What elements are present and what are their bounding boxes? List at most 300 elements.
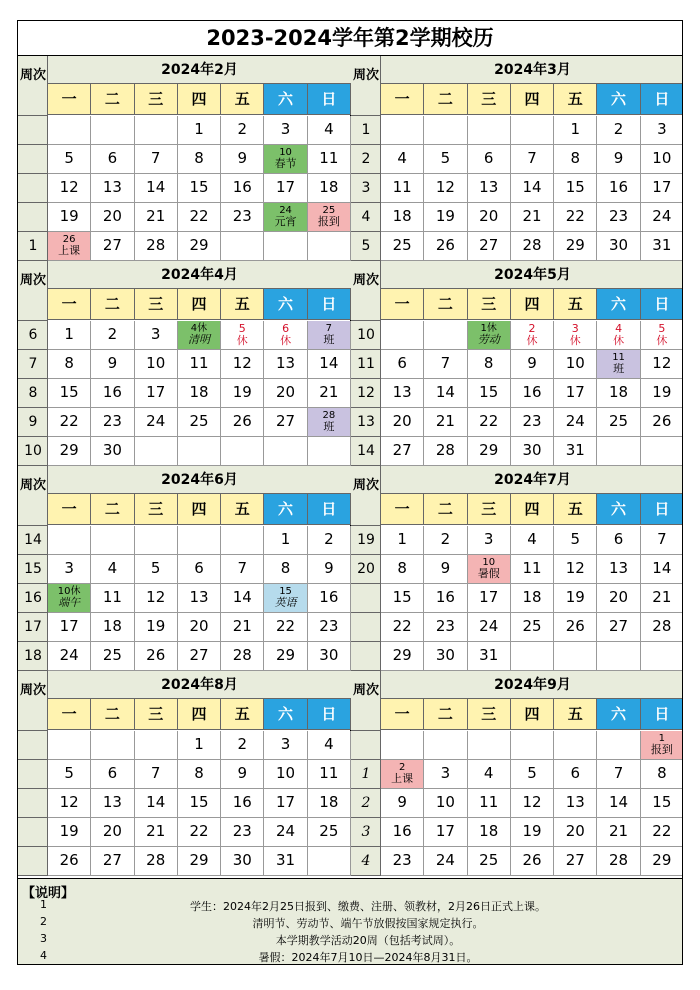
day-cell [308,642,351,671]
note-item [18,914,682,931]
week-number: 1 [18,232,48,261]
day-number: 9 [440,559,451,578]
day-number: 29 [652,851,672,870]
day-number: 18 [522,588,542,607]
day-cell [48,613,91,642]
day-cell [381,789,424,818]
day-cell [264,203,307,232]
day-cell [597,555,640,584]
day-cell [468,408,511,437]
weekday-header: 六 [264,289,307,320]
day-number: 12 [232,354,252,373]
weekday-header: 四 [511,699,554,730]
day-cell [511,818,554,847]
day-cell [178,526,221,555]
day-number: 27 [189,646,209,665]
day-cell [264,437,307,466]
day-number: 27 [609,617,629,636]
day-number: 28 [435,441,455,460]
day-number: 13 [479,178,499,197]
day-cell [135,379,178,408]
day-cell [91,642,134,671]
day-number: 21 [146,207,166,226]
day-cell [178,847,221,876]
weekday-header: 日 [308,84,351,115]
month-title: 2024年4月 [48,261,351,289]
day-number: 7 [657,530,667,549]
day-number: 19 [59,207,79,226]
day-number: 17 [652,178,672,197]
day-cell [468,232,511,261]
day-cell [264,408,307,437]
day-cell [308,847,351,876]
day-cell [264,731,307,760]
day-number: 26 [146,646,166,665]
day-number: 10 [279,146,292,158]
week-header: 周次 [18,261,48,321]
day-number: 3 [150,325,161,344]
day-cell [511,555,554,584]
day-number: 31 [276,851,296,870]
day-cell [468,145,511,174]
day-number: 3 [571,322,579,336]
day-cell [381,555,424,584]
weekday-header: 三 [135,494,178,525]
day-cell [48,731,91,760]
day-number: 16 [102,383,122,402]
weekday-header: 二 [424,699,467,730]
day-cell [468,116,511,145]
day-number: 21 [319,383,339,402]
day-cell [48,321,91,350]
day-cell [178,203,221,232]
day-number: 30 [102,441,122,460]
note-text: 暑假：2024年7月10日—2024年8月31日。 [258,951,478,964]
day-cell [264,350,307,379]
day-number: 22 [652,822,672,841]
day-number: 1 [64,325,74,344]
month-title: 2024年6月 [48,466,351,494]
day-cell [264,116,307,145]
day-cell [91,379,134,408]
day-label: 报到 [317,215,340,229]
day-number: 1 [194,120,204,139]
day-cell [221,437,264,466]
day-number: 11 [522,559,542,578]
week-header: 周次 [18,671,48,731]
day-cell [308,232,351,261]
page-title: 2023-2024学年第2学期校历 [18,21,682,56]
weekday-header: 四 [511,494,554,525]
day-label: 休 [280,334,292,347]
day-cell [597,408,640,437]
day-number: 15 [652,793,672,812]
day-number: 22 [189,822,209,841]
day-number: 11 [189,354,209,373]
day-cell [308,818,351,847]
month-block [351,261,683,466]
weekday-header: 二 [91,289,134,320]
day-number: 26 [62,233,76,245]
day-cell [48,408,91,437]
day-number: 25 [322,204,336,216]
day-number: 8 [64,354,74,373]
day-cell [91,731,134,760]
day-cell [91,760,134,789]
day-number: 9 [527,354,537,373]
weekday-header: 日 [308,699,351,730]
day-cell [221,847,264,876]
day-number: 6 [107,149,118,168]
day-cell [48,526,91,555]
day-cell [597,642,640,671]
day-cell [91,555,134,584]
weekday-header: 三 [468,289,511,320]
day-cell [641,526,683,555]
day-cell [135,642,178,671]
day-number: 20 [102,822,122,841]
day-cell [597,379,640,408]
day-cell [641,760,683,789]
day-number: 29 [276,646,296,665]
day-number: 2 [324,530,334,549]
day-cell [511,526,554,555]
day-cell [135,818,178,847]
day-number: 24 [435,851,455,870]
day-number: 29 [189,236,209,255]
day-cell [221,232,264,261]
day-label: 劳动 [477,333,500,347]
day-cell [178,642,221,671]
day-cell [641,613,683,642]
weekday-header: 日 [641,699,683,730]
day-number: 8 [280,559,291,578]
weekday-header: 日 [308,289,351,320]
day-number: 3 [657,120,667,139]
day-cell [221,760,264,789]
day-label: 英语 [274,596,297,610]
day-cell [554,642,597,671]
day-cell [221,321,264,350]
day-cell [554,408,597,437]
day-cell [381,232,424,261]
day-cell [511,584,554,613]
day-label: 班 [323,420,335,434]
day-number: 27 [392,441,412,460]
day-cell [511,613,554,642]
day-number: 23 [232,822,252,841]
day-cell [468,789,511,818]
day-cell [308,584,351,613]
day-cell [91,526,134,555]
day-cell [424,321,467,350]
day-number: 23 [435,617,455,636]
week-number [18,145,48,174]
weekday-header: 一 [48,84,91,115]
day-cell [135,789,178,818]
note-text: 学生：2024年2月25日报到、缴费、注册、领教材，2月26日正式上课。 [190,900,546,913]
day-number: 25 [522,617,542,636]
day-number: 6 [613,530,624,549]
day-cell [178,731,221,760]
day-cell [264,555,307,584]
day-cell [221,555,264,584]
week-header: 周次 [351,466,381,526]
week-number: 14 [18,526,48,555]
week-number [18,116,48,145]
weekday-header: 三 [468,84,511,115]
day-number: 5 [570,530,581,549]
month-block [18,466,351,671]
weekday-header: 四 [511,289,554,320]
day-number: 15 [479,383,499,402]
day-number: 12 [565,559,585,578]
day-number: 22 [59,412,79,431]
day-cell [511,145,554,174]
weekday-header: 三 [468,494,511,525]
week-number: 14 [351,437,381,466]
day-cell [308,174,351,203]
week-number: 12 [351,379,381,408]
week-number [18,789,48,818]
day-number: 30 [232,851,252,870]
day-number: 24 [479,617,499,636]
day-cell [597,232,640,261]
day-cell [308,555,351,584]
day-number: 9 [237,149,248,168]
day-number: 7 [237,559,248,578]
day-number: 23 [392,851,412,870]
day-cell [221,642,264,671]
day-label: 班 [323,333,335,347]
week-number: 2 [351,789,381,818]
day-label: 休 [656,334,668,347]
day-number: 12 [146,588,166,607]
day-cell [221,613,264,642]
weekday-header: 二 [91,699,134,730]
week-number: 5 [351,232,381,261]
day-number: 28 [146,236,166,255]
day-number: 23 [232,207,252,226]
week-number [18,203,48,232]
day-number: 2 [528,322,536,336]
week-number: 10 [351,321,381,350]
day-label: 休 [236,334,248,347]
weekday-header: 六 [597,494,640,525]
day-cell [178,437,221,466]
day-cell [308,731,351,760]
day-number: 3 [280,120,291,139]
day-cell [554,584,597,613]
day-cell [178,379,221,408]
day-cell [48,350,91,379]
day-cell [424,203,467,232]
day-number: 26 [232,412,252,431]
day-number: 13 [102,793,122,812]
day-cell [511,174,554,203]
day-cell [178,818,221,847]
week-number: 10 [18,437,48,466]
day-cell [597,145,640,174]
day-number: 1 [194,735,204,754]
day-number: 22 [392,617,412,636]
week-header: 周次 [351,261,381,321]
weekday-header: 三 [468,699,511,730]
day-cell [308,321,351,350]
day-number: 16 [609,178,629,197]
weekday-header: 一 [381,289,424,320]
day-cell [641,818,683,847]
day-number: 5 [440,149,451,168]
day-cell [597,818,640,847]
day-number: 13 [189,588,209,607]
day-number: 10 [652,149,672,168]
week-number [351,613,381,642]
day-number: 24 [276,822,296,841]
day-cell [468,174,511,203]
day-number: 27 [102,236,122,255]
day-number: 2 [237,735,248,754]
week-number: 7 [18,350,48,379]
day-cell [135,847,178,876]
month-title: 2024年3月 [381,56,683,84]
note-item [18,931,682,948]
month-block [351,671,683,876]
day-number: 25 [102,646,122,665]
day-cell [424,379,467,408]
day-label: 上课 [58,244,81,258]
day-number: 5 [64,764,74,783]
day-cell [221,584,264,613]
day-cell [511,760,554,789]
day-number: 24 [652,207,672,226]
day-number: 19 [652,383,672,402]
day-number: 26 [435,236,455,255]
weekday-header: 二 [424,289,467,320]
weekday-header: 四 [178,494,221,525]
day-label: 春节 [274,157,297,171]
day-cell [221,526,264,555]
day-number: 9 [324,559,334,578]
day-number: 6 [570,764,581,783]
day-number: 16 [522,383,542,402]
day-number: 16 [392,822,412,841]
calendar-sheet [17,20,683,965]
month-title: 2024年9月 [381,671,683,699]
day-cell [424,437,467,466]
day-number: 18 [479,822,499,841]
day-cell [178,760,221,789]
day-cell [597,174,640,203]
day-cell [308,437,351,466]
day-number: 25 [479,851,499,870]
day-number: 14 [232,588,252,607]
day-number: 20 [189,617,209,636]
week-number: 20 [351,555,381,584]
week-number [18,760,48,789]
day-number: 6 [194,559,204,578]
weekday-header: 五 [221,699,264,730]
day-label: 休 [613,334,625,347]
day-cell [468,613,511,642]
day-cell [381,321,424,350]
day-cell [597,437,640,466]
day-cell [221,731,264,760]
day-number: 1 [280,530,291,549]
day-cell [308,350,351,379]
day-cell [381,847,424,876]
day-cell [178,613,221,642]
day-number: 3 [64,559,74,578]
day-cell [597,847,640,876]
day-number: 15 [279,585,292,597]
day-number: 27 [565,851,585,870]
week-number: 4 [351,847,381,876]
day-number: 25 [189,412,209,431]
day-cell [381,613,424,642]
day-label: 暑假 [477,567,500,581]
day-number: 21 [522,207,542,226]
day-cell [178,174,221,203]
day-cell [554,232,597,261]
day-number: 24 [279,204,292,216]
day-number: 23 [102,412,122,431]
day-number: 5 [238,322,246,336]
week-number [18,847,48,876]
day-cell [511,408,554,437]
day-cell [468,555,511,584]
day-cell [178,584,221,613]
day-cell [554,526,597,555]
day-number: 15 [565,178,585,197]
weekday-header: 四 [511,84,554,115]
day-number: 28 [652,617,672,636]
weekday-header: 日 [641,289,683,320]
day-cell [264,174,307,203]
day-number: 8 [194,149,204,168]
day-cell [597,116,640,145]
day-cell [468,321,511,350]
day-cell [554,116,597,145]
day-cell [178,116,221,145]
month-block [18,56,351,261]
day-cell [91,321,134,350]
day-cell [597,613,640,642]
day-number: 14 [146,178,166,197]
day-cell [597,789,640,818]
weekday-header: 日 [641,84,683,115]
day-number: 8 [483,354,494,373]
week-number: 3 [351,174,381,203]
weekday-header: 四 [178,289,221,320]
day-cell [381,174,424,203]
month-title: 2024年2月 [48,56,351,84]
day-number: 9 [237,764,248,783]
day-number: 10 [276,764,296,783]
day-label: 端午 [58,596,81,610]
day-number: 7 [527,149,537,168]
weekday-header: 四 [178,84,221,115]
weekday-header: 六 [264,699,307,730]
month-title: 2024年7月 [381,466,683,494]
day-number: 1休 [480,322,497,334]
week-number [18,174,48,203]
day-number: 11 [612,351,625,363]
day-number: 15 [392,588,412,607]
day-cell [381,350,424,379]
day-cell [424,145,467,174]
day-number: 16 [319,588,339,607]
